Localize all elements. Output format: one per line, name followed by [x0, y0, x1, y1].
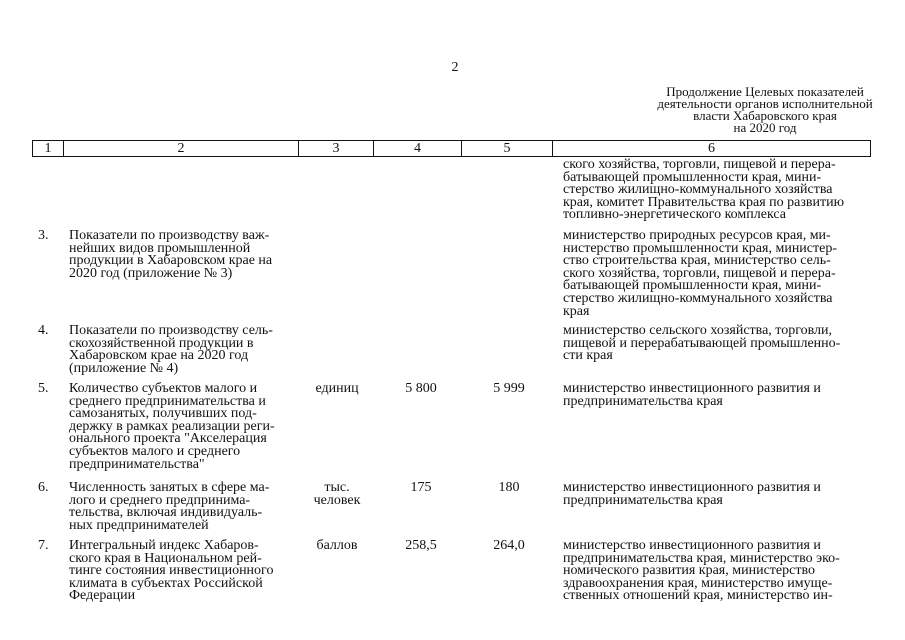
indicator-name-line: субъектов малого и среднего: [69, 443, 241, 459]
responsible-bodies: [563, 230, 863, 318]
indicator-name-line: тинге состояния инвестиционного: [69, 563, 274, 579]
unit-of-measure-line: человек: [313, 492, 361, 508]
indicator-name-line: Федерации: [69, 588, 136, 604]
heading-line: Продолжение Целевых показателей: [666, 84, 864, 99]
responsible-bodies-line: министерство инвестиционного развития и: [563, 381, 821, 396]
indicator-name-line: (приложение № 4): [69, 360, 179, 376]
responsible-bodies-line: предпринимательства края, министерство эко-: [563, 550, 840, 566]
unit-of-measure-line: тыс.: [324, 480, 350, 495]
responsible-bodies-line: министерство инвестиционного развития и: [563, 480, 821, 495]
heading-line: власти Хабаровского края: [693, 108, 837, 123]
indicator-name-line: Хабаровском крае на 2020 год: [69, 348, 249, 364]
responsible-bodies: [563, 159, 863, 222]
unit-of-measure-line: баллов: [316, 538, 358, 553]
responsible-bodies-line: стерство жилищно-коммунального хозяйства: [563, 290, 833, 306]
indicator-name-line: нейших видов промышленной: [69, 240, 251, 256]
column-header-3: 3: [299, 141, 374, 156]
row-number: 5.: [38, 381, 49, 396]
indicator-name-line: держку в рамках реализации реги-: [69, 418, 275, 434]
indicator-name-line: климата в субъектах Российской: [69, 575, 263, 591]
column-header-6: 6: [708, 141, 715, 156]
heading-line: на 2020 год: [733, 120, 797, 135]
responsible-bodies-line: ского хозяйства, торговли, пищевой и перера-: [563, 265, 836, 281]
row-number: 6.: [38, 480, 49, 495]
heading-line: деятельности органов исполнительной: [657, 96, 873, 111]
indicator-name-line: ных предпринимателей: [69, 517, 209, 533]
responsible-bodies-line: сти края: [563, 348, 613, 364]
responsible-bodies: [563, 482, 863, 507]
indicator-name: [69, 325, 297, 375]
indicator-name-line: продукции в Хабаровском крае на: [69, 253, 273, 269]
unit-of-measure: [300, 540, 374, 553]
column-header-5: 5: [462, 141, 553, 156]
value-column-4: 5 800: [405, 381, 437, 396]
responsible-bodies-line: номического развития края, министерство: [563, 563, 815, 579]
responsible-bodies-line: ского хозяйства, торговли, пищевой и перера-: [563, 157, 836, 172]
indicator-name-line: лого и среднего предпринима-: [69, 492, 251, 508]
responsible-bodies-line: министерство природных ресурсов края, ми-: [563, 228, 831, 243]
indicator-name: [69, 482, 297, 532]
responsible-bodies-line: министерство инвестиционного развития и: [563, 538, 821, 553]
unit-of-measure: [300, 383, 374, 396]
unit-of-measure-line: единиц: [315, 381, 359, 396]
indicator-name: [69, 230, 297, 280]
value-column-4: 258,5: [405, 538, 437, 553]
indicator-name-line: Интегральный индекс Хабаров-: [69, 538, 259, 553]
responsible-bodies: [563, 540, 863, 603]
indicator-name-line: предпринимательства": [69, 456, 205, 472]
indicator-name-line: Количество субъектов малого и: [69, 381, 258, 396]
indicator-name: [69, 383, 297, 471]
responsible-bodies-line: министерство сельского хозяйства, торговли,: [563, 323, 833, 338]
responsible-bodies-line: здравоохранения края, министерство имуще-: [563, 575, 833, 591]
responsible-bodies-line: топливно-энергетического комплекса: [563, 207, 786, 223]
column-header-2: 2: [64, 141, 299, 156]
table-continuation-heading: [640, 86, 890, 134]
responsible-bodies-line: нистерство промышленности края, министер-: [563, 240, 838, 256]
responsible-bodies-line: пищевой и перерабатывающей промышленно-: [563, 335, 841, 351]
row-number: 3.: [38, 228, 49, 243]
page-number: 2: [451, 60, 459, 75]
indicator-name-line: ского края в Национальном рей-: [69, 550, 262, 566]
row-number: 7.: [38, 538, 49, 553]
responsible-bodies-line: предпринимательства края: [563, 492, 723, 508]
responsible-bodies-line: предпринимательства края: [563, 393, 723, 409]
indicator-name-line: самозанятых, получивших под-: [69, 406, 257, 422]
indicator-name-line: 2020 год (приложение № 3): [69, 265, 233, 281]
indicator-name: [69, 540, 297, 603]
responsible-bodies-line: ственных отношений края, министерство ин-: [563, 588, 833, 604]
responsible-bodies-line: края, комитет Правительства края по развитию: [563, 194, 845, 210]
unit-of-measure: [300, 482, 374, 507]
indicator-name-line: Показатели по производству важ-: [69, 228, 270, 243]
table-column-header-row: [32, 140, 871, 157]
indicator-name-line: онального проекта "Акселерация: [69, 431, 267, 447]
value-column-5: 264,0: [493, 538, 525, 553]
row-number: 4.: [38, 323, 49, 338]
responsible-bodies-line: батывающей промышленности края, мини-: [563, 169, 822, 185]
value-column-5: 5 999: [493, 381, 525, 396]
value-column-4: 175: [410, 480, 432, 495]
responsible-bodies: [563, 383, 863, 408]
responsible-bodies-line: края: [563, 303, 590, 319]
indicator-name-line: среднего предпринимательства и: [69, 393, 266, 409]
indicator-name-line: скохозяйственной продукции в: [69, 335, 254, 351]
responsible-bodies-line: стерство жилищно-коммунального хозяйства: [563, 182, 833, 198]
responsible-bodies-line: батывающей промышленности края, мини-: [563, 278, 822, 294]
responsible-bodies-line: ство строительства края, министерство сель-: [563, 253, 831, 269]
responsible-bodies: [563, 325, 863, 363]
indicator-name-line: Численность занятых в сфере ма-: [69, 480, 270, 495]
indicator-name-line: тельства, включая индивидуаль-: [69, 505, 263, 521]
indicator-name-line: Показатели по производству сель-: [69, 323, 273, 338]
column-header-4: 4: [374, 141, 462, 156]
column-header-1: 1: [33, 141, 64, 156]
value-column-5: 180: [498, 480, 520, 495]
